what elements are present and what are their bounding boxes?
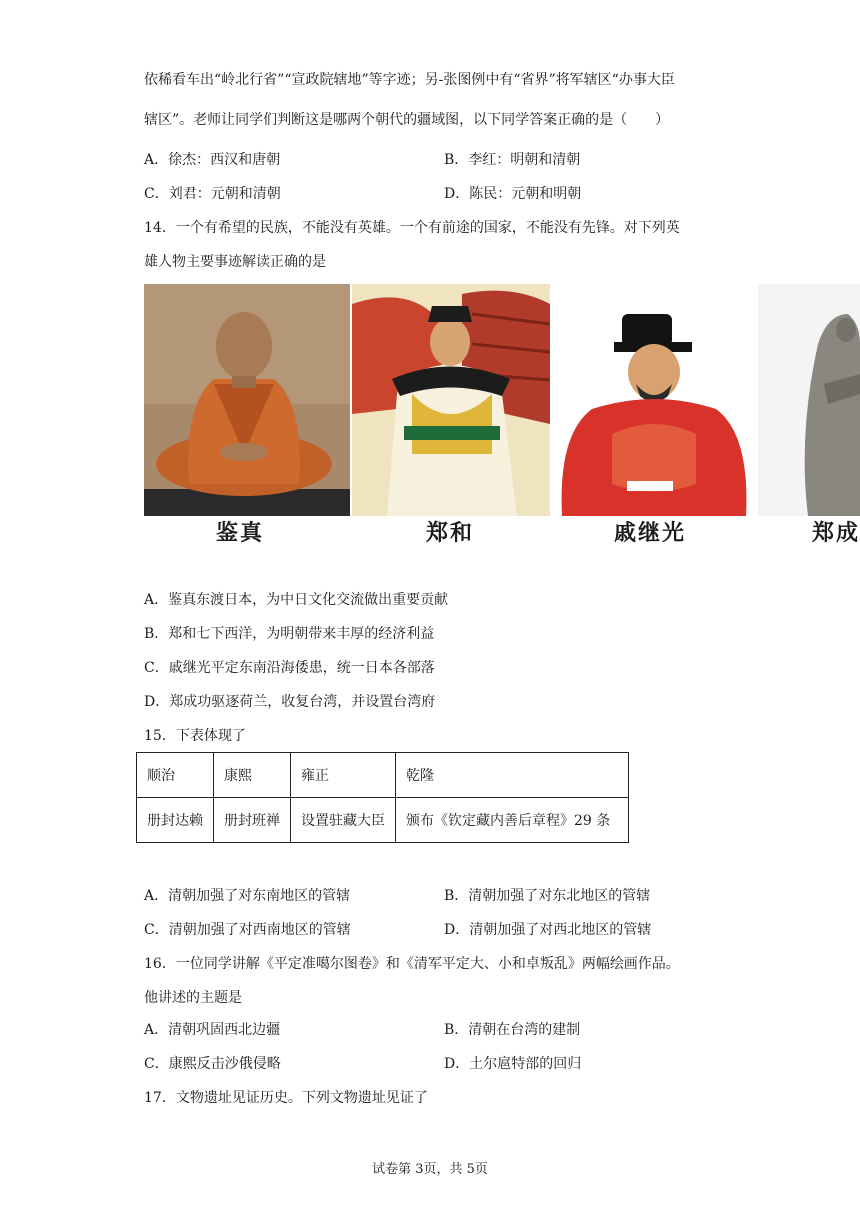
q15-option-d: D．清朝加强了对西北地区的管辖	[444, 922, 652, 938]
q15-option-b: B．清朝加强了对东北地区的管辖	[444, 888, 651, 904]
table-header-cell: 雍正	[291, 753, 396, 798]
page-footer: 试卷第 3页，共 5页	[372, 1162, 488, 1177]
q16-option-c: C．康熙反击沙俄侵略	[144, 1056, 281, 1072]
q13-option-c: C．刘君：元朝和清朝	[144, 186, 281, 202]
q14-option-b: B．郑和七下西洋，为明朝带来丰厚的经济利益	[144, 626, 435, 642]
qijiguang-portrait	[552, 284, 756, 516]
table-cell: 册封达赖	[137, 798, 214, 843]
table-cell: 设置驻藏大臣	[291, 798, 396, 843]
q16-option-a: A．清朝巩固西北边疆	[144, 1022, 281, 1038]
q14-stem-line1: 14．一个有希望的民族，不能没有英雄。一个有前途的国家，不能没有先锋。对下列英	[144, 220, 680, 236]
q14-option-c: C．戚继光平定东南沿海倭患，统一日本各部落	[144, 660, 435, 676]
q14-stem-line2: 雄人物主要事迹解读正确的是	[144, 254, 326, 270]
q13-option-a: A．徐杰：西汉和唐朝	[144, 152, 281, 168]
q15-option-a: A．清朝加强了对东南地区的管辖	[144, 888, 351, 904]
q15-option-c: C．清朝加强了对西南地区的管辖	[144, 922, 351, 938]
q13-option-d: D．陈民：元朝和明朝	[444, 186, 582, 202]
q17-stem: 17．文物遗址见证历史。下列文物遗址见证了	[144, 1090, 428, 1106]
table-row	[137, 753, 629, 798]
q16-stem-line1: 16．一位同学讲解《平定准噶尔图卷》和《清军平定大、小和卓叛乱》两幅绘画作品。	[144, 956, 680, 972]
q15-stem: 15．下表体现了	[144, 728, 246, 744]
q15-table	[136, 752, 629, 843]
table-header-cell: 顺治	[137, 753, 214, 798]
caption-qijiguang: 戚继光	[614, 520, 687, 546]
q14-option-d: D．郑成功驱逐荷兰，收复台湾，并设置台湾府	[144, 694, 436, 710]
q14-option-a: A．鉴真东渡日本，为中日文化交流做出重要贡献	[144, 592, 449, 608]
hero-portraits	[144, 284, 860, 516]
table-row	[137, 798, 629, 843]
zhengchenggong-portrait	[758, 284, 860, 516]
jianzhen-portrait	[144, 284, 350, 516]
q13-stem-line1: 依稀看车出“岭北行省”“宣政院辖地”等字迹；另-张图例中有“省界”将军辖区“办事大臣	[144, 72, 675, 88]
q13-stem-line2: 辖区”。老师让同学们判断这是哪两个朝代的疆域图，以下同学答案正确的是（ ）	[144, 112, 670, 128]
q16-option-b: B．清朝在台湾的建制	[444, 1022, 581, 1038]
caption-zhenghe: 郑和	[426, 520, 475, 546]
table-header-cell: 康熙	[214, 753, 291, 798]
table-cell: 颁布《钦定藏内善后章程》29 条	[396, 798, 629, 843]
zhenghe-portrait	[352, 284, 550, 516]
q13-option-b: B．李红：明朝和清朝	[444, 152, 581, 168]
caption-zhengchenggong: 郑成	[812, 520, 860, 546]
table-header-cell: 乾隆	[396, 753, 629, 798]
q16-option-d: D．土尔扈特部的回归	[444, 1056, 582, 1072]
caption-jianzhen: 鉴真	[216, 520, 265, 546]
table-cell: 册封班禅	[214, 798, 291, 843]
q16-stem-line2: 他讲述的主题是	[144, 990, 242, 1006]
